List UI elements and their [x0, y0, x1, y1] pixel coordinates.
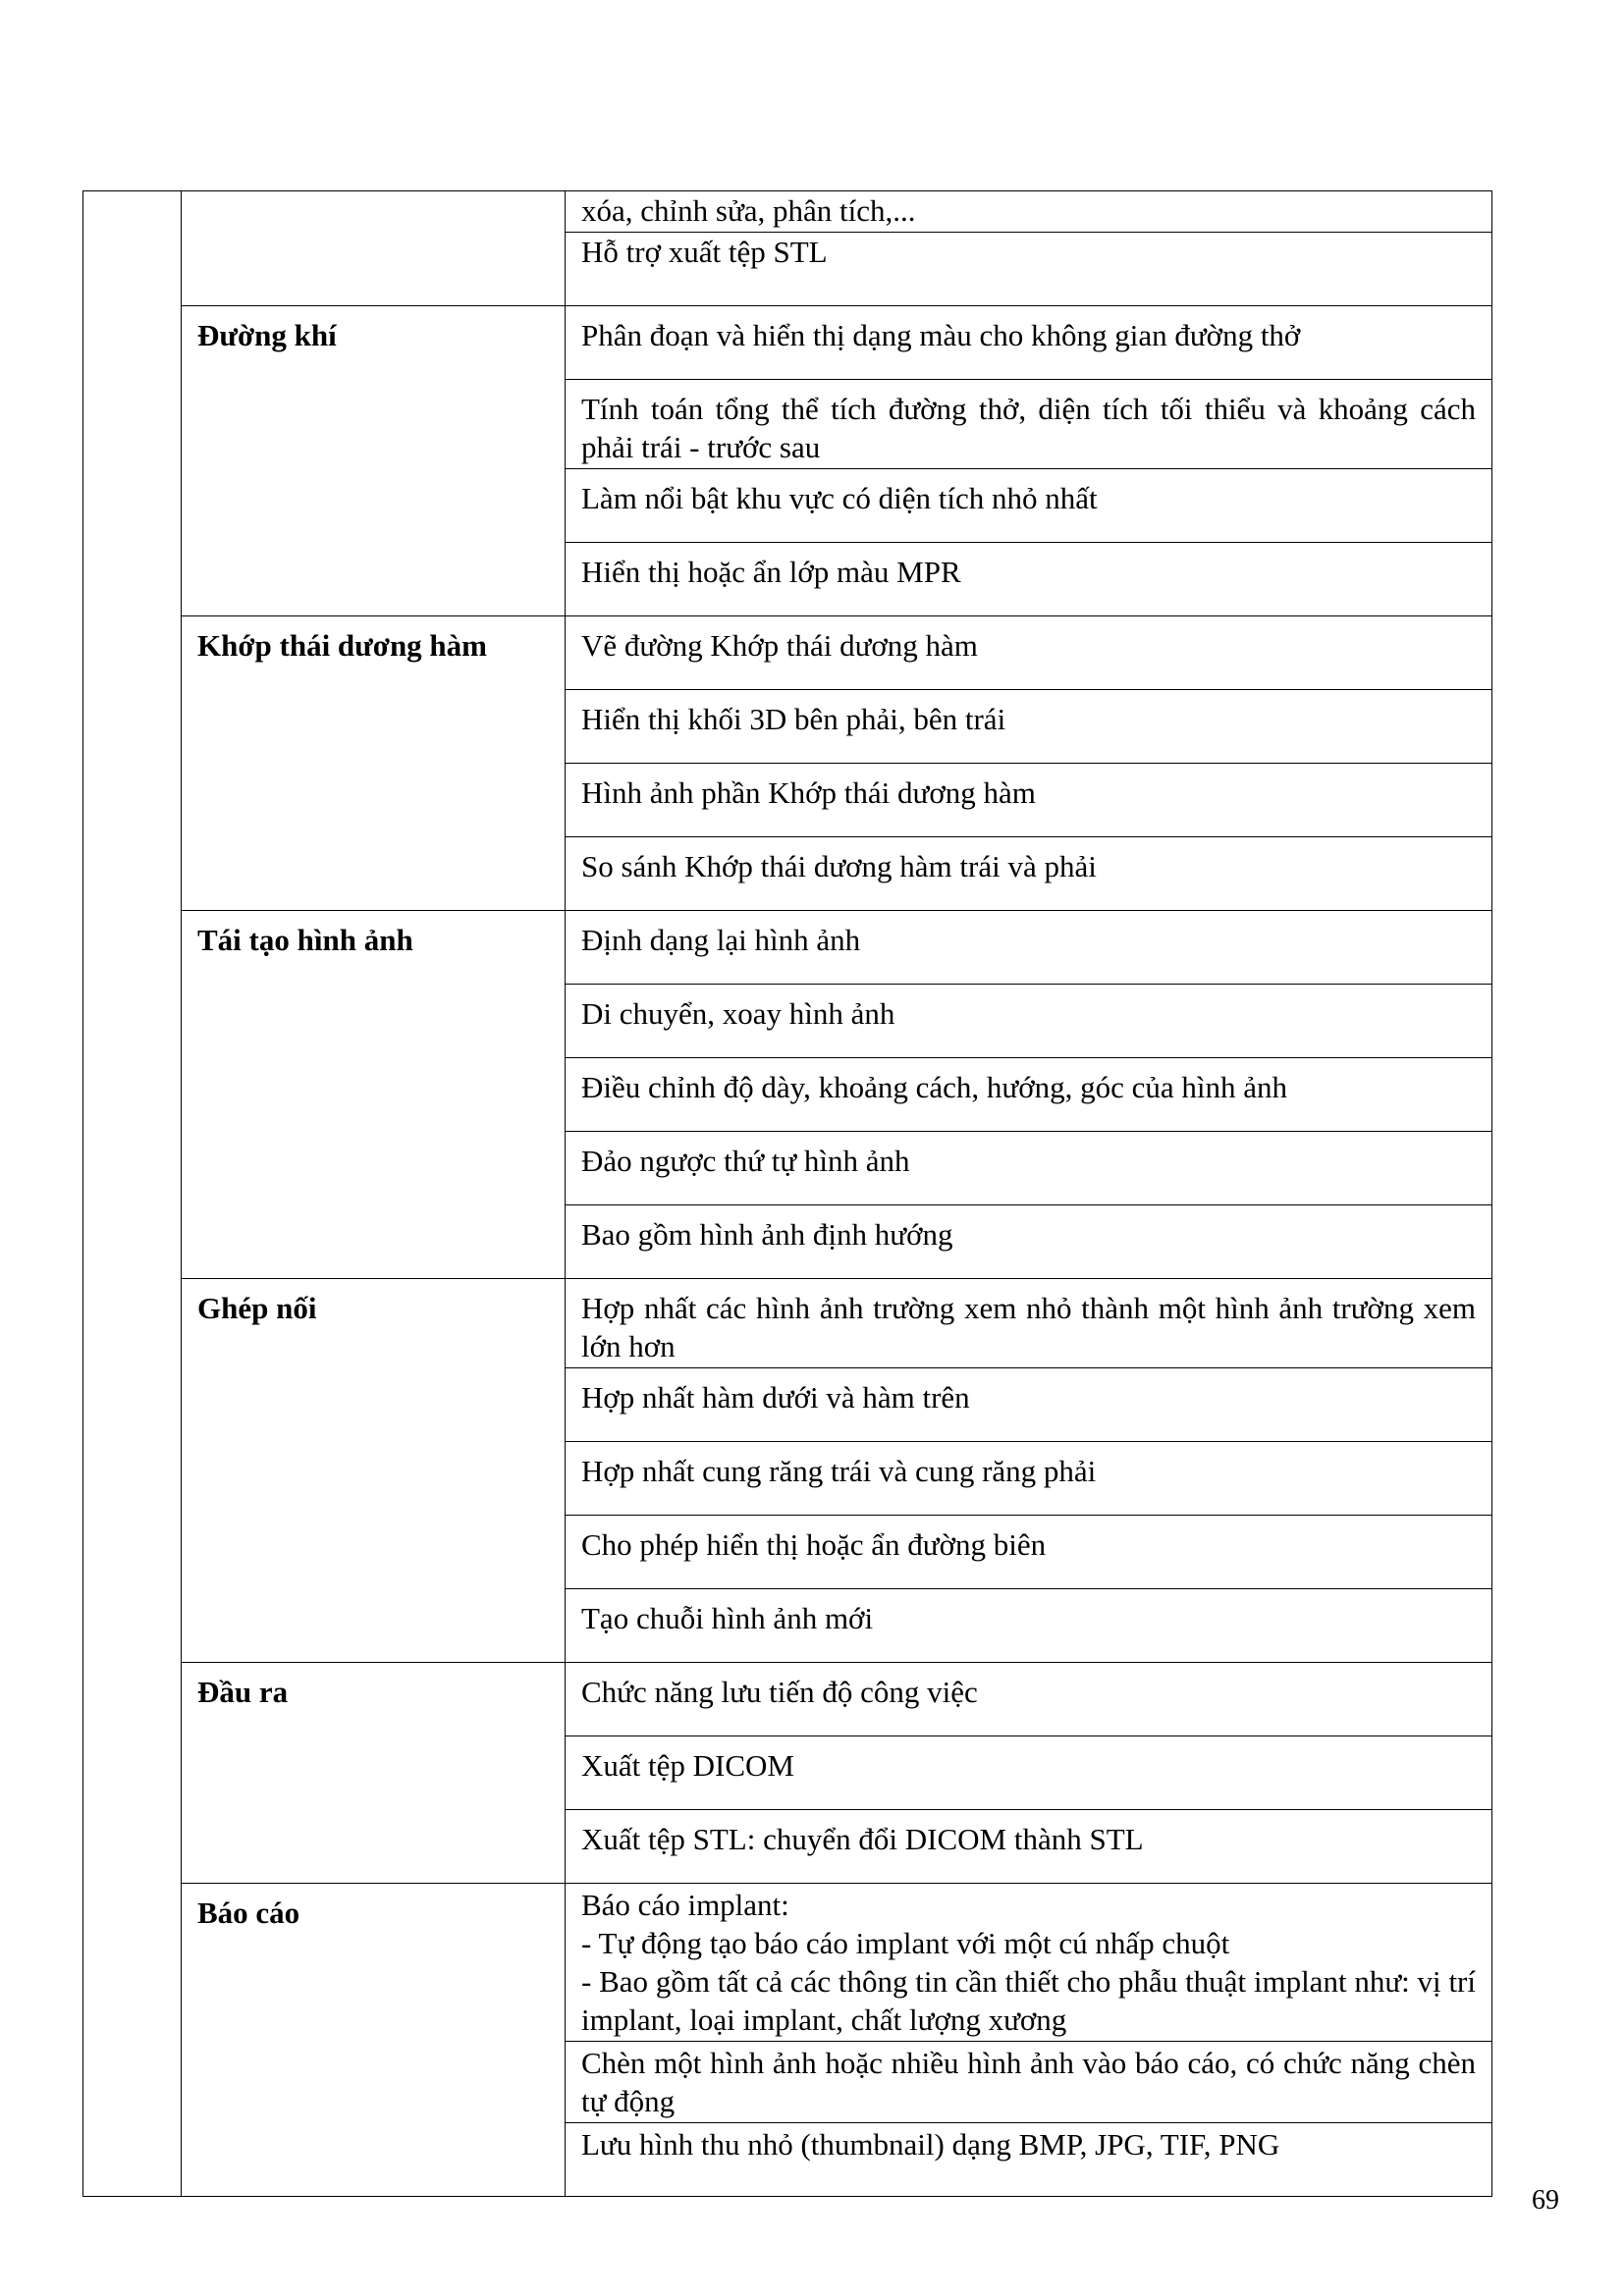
table-row — [83, 911, 1492, 985]
feature-name-cell: Ghép nối — [182, 1279, 566, 1663]
feature-detail: Bao gồm hình ảnh định hướng — [566, 1205, 1492, 1279]
feature-detail: Vẽ đường Khớp thái dương hàm — [566, 616, 1492, 690]
feature-detail: Hình ảnh phần Khớp thái dương hàm — [566, 764, 1492, 837]
feature-detail: Đảo ngược thứ tự hình ảnh — [566, 1132, 1492, 1205]
feature-detail: Phân đoạn và hiển thị dạng màu cho không gian đường thở — [566, 306, 1492, 380]
feature-detail: Cho phép hiển thị hoặc ẩn đường biên — [566, 1516, 1492, 1589]
table-row — [83, 306, 1492, 380]
table-row — [83, 191, 1492, 233]
feature-name-cell: Tái tạo hình ảnh — [182, 911, 566, 1279]
report-heading: Báo cáo implant: — [581, 1888, 789, 1922]
feature-detail: Di chuyển, xoay hình ảnh — [566, 985, 1492, 1058]
feature-name-cell: Đầu ra — [182, 1663, 566, 1884]
feature-detail: Điều chỉnh độ dày, khoảng cách, hướng, góc của hình ảnh — [566, 1058, 1492, 1132]
feature-detail: xóa, chỉnh sửa, phân tích,... — [566, 191, 1492, 233]
table-row — [83, 616, 1492, 690]
table-row — [83, 1279, 1492, 1368]
feature-detail: Làm nổi bật khu vực có diện tích nhỏ nhất — [566, 469, 1492, 543]
feature-detail: Hợp nhất hàm dưới và hàm trên — [566, 1368, 1492, 1442]
feature-detail: Hợp nhất các hình ảnh trường xem nhỏ thành một hình ảnh trường xem lớn hơn — [566, 1279, 1492, 1368]
feature-detail: Xuất tệp DICOM — [566, 1736, 1492, 1810]
feature-detail: Hợp nhất cung răng trái và cung răng phải — [566, 1442, 1492, 1516]
feature-detail: Tính toán tổng thể tích đường thở, diện tích tối thiểu và khoảng cách phải trái - trước sau — [566, 380, 1492, 469]
feature-detail: Tạo chuỗi hình ảnh mới — [566, 1589, 1492, 1663]
feature-detail: So sánh Khớp thái dương hàm trái và phải — [566, 837, 1492, 911]
feature-detail: Hỗ trợ xuất tệp STL — [566, 233, 1492, 306]
feature-detail: Chèn một hình ảnh hoặc nhiều hình ảnh vào báo cáo, có chức năng chèn tự động — [566, 2042, 1492, 2123]
feature-name-cell: Báo cáo — [182, 1884, 566, 2197]
index-column-cell — [83, 191, 182, 2197]
feature-detail: Lưu hình thu nhỏ (thumbnail) dạng BMP, JPG, TIF, PNG — [566, 2123, 1492, 2197]
page-number: 69 — [1532, 2185, 1559, 2216]
feature-name-cell — [182, 191, 566, 306]
table-row — [83, 1884, 1492, 2042]
feature-detail: Hiển thị hoặc ẩn lớp màu MPR — [566, 543, 1492, 616]
table-row — [83, 1663, 1492, 1736]
report-subline: - Bao gồm tất cả các thông tin cần thiết cho phẫu thuật implant như: vị trí implant, loại implant, chất lượng xương — [581, 1964, 1476, 2037]
feature-detail: Định dạng lại hình ảnh — [566, 911, 1492, 985]
feature-detail: Hiển thị khối 3D bên phải, bên trái — [566, 690, 1492, 764]
feature-table — [82, 190, 1492, 2197]
feature-detail: Xuất tệp STL: chuyển đổi DICOM thành STL — [566, 1810, 1492, 1884]
feature-name-cell: Đường khí — [182, 306, 566, 616]
feature-detail: Chức năng lưu tiến độ công việc — [566, 1663, 1492, 1736]
feature-detail — [566, 1884, 1492, 2042]
report-subline: - Tự động tạo báo cáo implant với một cú nhấp chuột — [581, 1926, 1230, 1960]
feature-name-cell: Khớp thái dương hàm — [182, 616, 566, 911]
